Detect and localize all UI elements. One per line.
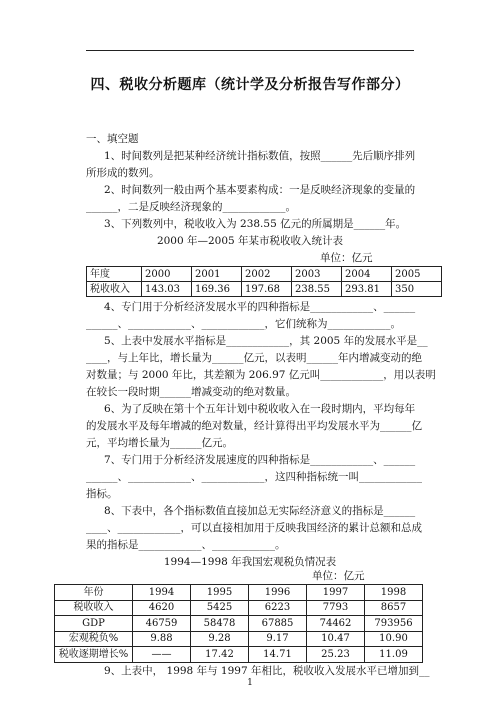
table-cell: 1995 <box>191 585 249 601</box>
table-row <box>55 600 423 616</box>
question-line: 3、下列数列中，税收收入为 238.55 亿元的所属期是______年。 <box>104 218 407 230</box>
question-line: 8、下表中，各个指标数值直接加总无实际经济意义的指标是______ <box>104 505 416 517</box>
question-line: ____、____________，可以直接相加用于反映我国经济的累计总额和总成 <box>86 522 422 534</box>
table-cell: 11.09 <box>365 647 423 663</box>
table-cell: 793956 <box>365 616 423 632</box>
table-cell: 2004 <box>342 267 392 282</box>
table-cell: 2000 <box>142 267 192 282</box>
tax-revenue-table <box>86 266 442 297</box>
table-cell: 14.71 <box>249 647 307 663</box>
question-line: 4、专门用于分析经济发展水平的四种指标是____________、______ <box>104 301 416 313</box>
table-cell: 25.23 <box>307 647 365 663</box>
table-cell: 1994 <box>133 585 191 601</box>
table1-unit: 单位：亿元 <box>320 252 373 264</box>
table-row <box>87 267 442 282</box>
table-cell: 58478 <box>191 616 249 632</box>
table-cell: 17.42 <box>191 647 249 663</box>
table-cell: 年份 <box>55 585 133 601</box>
table-cell: —— <box>133 647 191 663</box>
question-line: ____，与上年比，增长量为______亿元，以表明______年内增减变动的绝 <box>86 352 422 364</box>
table1-caption: 2000 年—2005 年某市税收收入统计表 <box>156 235 344 247</box>
table-cell: 9.17 <box>249 631 307 647</box>
table-cell: 1996 <box>249 585 307 601</box>
page-number: 1 <box>247 678 253 688</box>
table-row <box>55 585 423 601</box>
question-line: 果的指标是____________、____________。 <box>86 539 286 551</box>
question-line: 的发展水平及每年增减的绝对数量，经计算得出平均发展水平为______亿 <box>86 420 422 432</box>
table-cell: 10.47 <box>307 631 365 647</box>
table-cell: 350 <box>392 282 442 297</box>
table-cell: 5425 <box>191 600 249 616</box>
table-cell: 4620 <box>133 600 191 616</box>
question-line: 元，平均增长量为______亿元。 <box>86 437 233 449</box>
macro-tax-burden-table <box>54 584 423 663</box>
table-cell: 10.90 <box>365 631 423 647</box>
table-cell: 税收收入 <box>55 600 133 616</box>
table-cell: 宏观税负% <box>55 631 133 647</box>
table2-caption: 1994—1998 年我国宏观税负情况表 <box>163 556 337 568</box>
table-row <box>55 631 423 647</box>
table-cell: GDP <box>55 616 133 632</box>
table-row <box>55 616 423 632</box>
table-cell: 67885 <box>249 616 307 632</box>
question-line: 对数量；与 2000 年比，其差额为 206.97 亿元叫____________，用以表明 <box>86 369 436 381</box>
section-heading: 一、填空题 <box>86 133 139 145</box>
table-cell: 293.81 <box>342 282 392 297</box>
question-line: 在较长一段时期______增减变动的绝对数量。 <box>86 386 296 398</box>
question-line: 6、为了反映在第十个五年计划中税收收入在一段时期内，平均每年 <box>104 403 416 415</box>
table2-unit: 单位：亿元 <box>312 570 365 582</box>
table-cell: 9.28 <box>191 631 249 647</box>
table-row <box>55 647 423 663</box>
table-cell: 197.68 <box>242 282 292 297</box>
question-line: 7、专门用于分析经济发展速度的四种指标是____________、______ <box>104 454 416 466</box>
table-cell: 8657 <box>365 600 423 616</box>
table-cell: 税收逐期增长% <box>55 647 133 663</box>
table-cell: 9.88 <box>133 631 191 647</box>
table-cell: 46759 <box>133 616 191 632</box>
table-cell: 6223 <box>249 600 307 616</box>
table-cell: 2002 <box>242 267 292 282</box>
table-cell: 169.36 <box>192 282 242 297</box>
table-cell: 税收收入 <box>87 282 142 297</box>
question-line: ______，二是反映经济现象的____________。 <box>86 201 296 213</box>
question-line: ______、____________、____________，它们统称为____________。 <box>86 318 401 330</box>
question-line: 9、上表中， 1998 年与 1997 年相比，税收收入发展水平已增加到__ <box>104 665 430 677</box>
question-line: 指标。 <box>86 488 118 500</box>
table-cell: 7793 <box>307 600 365 616</box>
question-line: ______、____________、____________，这四种指标统一叫____________ <box>86 471 422 483</box>
table-cell: 1998 <box>365 585 423 601</box>
table-cell: 74462 <box>307 616 365 632</box>
header-rule <box>86 50 414 51</box>
question-line: 1、时间数列是把某种经济统计指标数值，按照______先后顺序排列 <box>104 150 416 162</box>
question-line: 5、上表中发展水平指标是____________，其 2005 年的发展水平是__ <box>104 335 428 347</box>
page-title: 四、税收分析题库（统计学及分析报告写作部分） <box>90 77 410 93</box>
question-line: 2、时间数列一般由两个基本要素构成：一是反映经济现象的变量的 <box>104 184 416 196</box>
table-cell: 2003 <box>292 267 342 282</box>
question-line: 所形成的数列。 <box>86 167 160 179</box>
table-cell: 143.03 <box>142 282 192 297</box>
table-cell: 1997 <box>307 585 365 601</box>
table-row <box>87 282 442 297</box>
table-cell: 2005 <box>392 267 442 282</box>
table-cell: 238.55 <box>292 282 342 297</box>
table-cell: 年度 <box>87 267 142 282</box>
table-cell: 2001 <box>192 267 242 282</box>
